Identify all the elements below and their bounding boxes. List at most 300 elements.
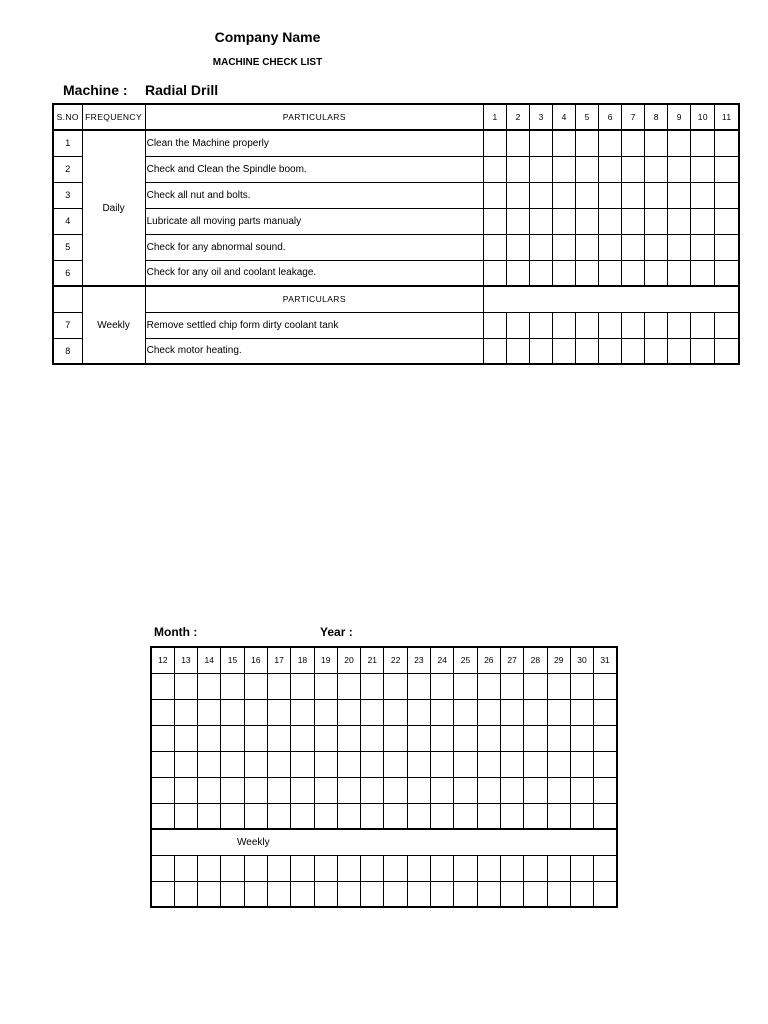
check-cell[interactable] — [221, 777, 244, 803]
check-cell[interactable] — [500, 725, 523, 751]
check-cell[interactable] — [484, 234, 507, 260]
check-cell[interactable] — [384, 725, 407, 751]
check-cell[interactable] — [507, 182, 530, 208]
check-cell[interactable] — [384, 673, 407, 699]
check-cell[interactable] — [291, 855, 314, 881]
check-cell[interactable] — [151, 725, 174, 751]
check-cell[interactable] — [553, 338, 576, 364]
check-cell[interactable] — [547, 673, 570, 699]
check-cell[interactable] — [407, 777, 430, 803]
day-header: 30 — [570, 647, 593, 673]
check-cell[interactable] — [477, 673, 500, 699]
day-header: 19 — [314, 647, 337, 673]
check-cell[interactable] — [622, 234, 645, 260]
check-cell[interactable] — [576, 234, 599, 260]
check-cell[interactable] — [691, 130, 715, 156]
check-cell[interactable] — [431, 855, 454, 881]
check-cell[interactable] — [500, 803, 523, 829]
check-cell[interactable] — [553, 208, 576, 234]
check-cell[interactable] — [547, 881, 570, 907]
day-header: 23 — [407, 647, 430, 673]
check-cell[interactable] — [361, 855, 384, 881]
table-row — [53, 338, 739, 364]
check-cell[interactable] — [174, 881, 197, 907]
check-cell[interactable] — [221, 699, 244, 725]
check-cell[interactable] — [477, 881, 500, 907]
check-cell[interactable] — [576, 156, 599, 182]
sno-cell: 6 — [53, 260, 82, 286]
check-cell[interactable] — [484, 338, 507, 364]
day-header: 22 — [384, 647, 407, 673]
day-header: 8 — [645, 104, 668, 130]
check-cell[interactable] — [407, 751, 430, 777]
check-cell[interactable] — [599, 338, 622, 364]
check-cell[interactable] — [174, 777, 197, 803]
check-cell[interactable] — [507, 156, 530, 182]
check-cell[interactable] — [174, 725, 197, 751]
check-cell[interactable] — [645, 312, 668, 338]
check-cell[interactable] — [500, 751, 523, 777]
check-cell[interactable] — [553, 182, 576, 208]
check-cell[interactable] — [314, 751, 337, 777]
check-cell[interactable] — [151, 699, 174, 725]
check-cell[interactable] — [244, 673, 267, 699]
check-cell[interactable] — [570, 803, 593, 829]
check-cell[interactable] — [576, 130, 599, 156]
check-cell[interactable] — [599, 234, 622, 260]
check-cell[interactable] — [337, 881, 360, 907]
check-cell[interactable] — [198, 881, 221, 907]
check-cell[interactable] — [314, 881, 337, 907]
check-cell[interactable] — [291, 751, 314, 777]
check-cell[interactable] — [524, 777, 547, 803]
check-cell[interactable] — [431, 777, 454, 803]
year-label: Year : — [320, 625, 353, 639]
check-cell[interactable] — [668, 338, 691, 364]
check-cell[interactable] — [576, 338, 599, 364]
check-cell[interactable] — [594, 751, 617, 777]
check-cell[interactable] — [384, 777, 407, 803]
check-cell[interactable] — [151, 777, 174, 803]
check-cell[interactable] — [500, 855, 523, 881]
check-cell[interactable] — [668, 156, 691, 182]
check-cell[interactable] — [645, 208, 668, 234]
check-cell[interactable] — [198, 699, 221, 725]
check-cell[interactable] — [553, 234, 576, 260]
check-cell[interactable] — [594, 803, 617, 829]
check-cell[interactable] — [622, 156, 645, 182]
check-cell[interactable] — [361, 725, 384, 751]
check-cell[interactable] — [524, 803, 547, 829]
check-cell[interactable] — [267, 855, 290, 881]
check-cell[interactable] — [151, 751, 174, 777]
check-cell[interactable] — [622, 208, 645, 234]
check-cell[interactable] — [507, 208, 530, 234]
check-cell[interactable] — [431, 699, 454, 725]
check-cell[interactable] — [500, 881, 523, 907]
check-cell[interactable] — [691, 182, 715, 208]
check-cell[interactable] — [454, 855, 477, 881]
check-cell[interactable] — [691, 312, 715, 338]
check-cell[interactable] — [570, 699, 593, 725]
day-header: 29 — [547, 647, 570, 673]
check-cell[interactable] — [384, 855, 407, 881]
check-cell[interactable] — [267, 777, 290, 803]
check-cell[interactable] — [547, 699, 570, 725]
check-cell[interactable] — [267, 751, 290, 777]
check-cell[interactable] — [715, 130, 739, 156]
check-cell[interactable] — [524, 725, 547, 751]
check-cell[interactable] — [431, 673, 454, 699]
check-cell[interactable] — [407, 725, 430, 751]
table-row — [53, 182, 739, 208]
weekly-particulars-header: PARTICULARS — [145, 286, 483, 312]
check-cell[interactable] — [198, 803, 221, 829]
check-cell[interactable] — [361, 751, 384, 777]
table-row — [151, 777, 617, 803]
day-header: 5 — [576, 104, 599, 130]
check-cell[interactable] — [576, 208, 599, 234]
check-cell[interactable] — [645, 260, 668, 286]
check-cell[interactable] — [291, 881, 314, 907]
check-cell[interactable] — [530, 156, 553, 182]
check-cell[interactable] — [477, 855, 500, 881]
check-cell[interactable] — [570, 673, 593, 699]
check-cell[interactable] — [221, 725, 244, 751]
check-cell[interactable] — [524, 673, 547, 699]
check-cell[interactable] — [715, 234, 739, 260]
table-row — [53, 130, 739, 156]
table-row — [53, 312, 739, 338]
check-cell[interactable] — [174, 803, 197, 829]
check-cell[interactable] — [198, 751, 221, 777]
check-cell[interactable] — [668, 182, 691, 208]
day-header: 25 — [454, 647, 477, 673]
check-cell[interactable] — [174, 673, 197, 699]
check-cell[interactable] — [599, 130, 622, 156]
check-cell[interactable] — [244, 803, 267, 829]
check-cell[interactable] — [500, 699, 523, 725]
check-cell[interactable] — [174, 855, 197, 881]
check-cell[interactable] — [151, 803, 174, 829]
check-cell[interactable] — [524, 881, 547, 907]
check-cell[interactable] — [267, 699, 290, 725]
check-cell[interactable] — [507, 130, 530, 156]
check-cell[interactable] — [507, 312, 530, 338]
particular-cell: Check motor heating. — [145, 338, 483, 364]
check-cell[interactable] — [622, 338, 645, 364]
check-cell[interactable] — [645, 156, 668, 182]
check-cell[interactable] — [244, 777, 267, 803]
check-cell[interactable] — [622, 260, 645, 286]
day-header: 9 — [668, 104, 691, 130]
check-cell[interactable] — [361, 699, 384, 725]
check-cell[interactable] — [221, 803, 244, 829]
check-cell[interactable] — [691, 234, 715, 260]
check-cell[interactable] — [507, 234, 530, 260]
check-cell[interactable] — [594, 881, 617, 907]
check-cell[interactable] — [668, 208, 691, 234]
check-cell[interactable] — [291, 725, 314, 751]
check-cell[interactable] — [570, 751, 593, 777]
check-cell[interactable] — [291, 777, 314, 803]
check-cell[interactable] — [622, 130, 645, 156]
check-cell[interactable] — [198, 673, 221, 699]
check-cell[interactable] — [291, 803, 314, 829]
check-cell[interactable] — [384, 881, 407, 907]
check-cell[interactable] — [151, 673, 174, 699]
check-cell[interactable] — [151, 881, 174, 907]
check-cell[interactable] — [530, 312, 553, 338]
particulars-header: PARTICULARS — [145, 104, 483, 130]
check-cell[interactable] — [715, 182, 739, 208]
check-cell[interactable] — [691, 208, 715, 234]
check-cell[interactable] — [407, 855, 430, 881]
sno-header: S.NO — [53, 104, 82, 130]
company-name: Company Name — [214, 29, 321, 45]
check-cell[interactable] — [530, 260, 553, 286]
particular-cell: Clean the Machine properly — [145, 130, 483, 156]
check-cell[interactable] — [599, 312, 622, 338]
check-cell[interactable] — [500, 673, 523, 699]
check-cell[interactable] — [244, 725, 267, 751]
check-cell[interactable] — [337, 803, 360, 829]
table-row — [151, 673, 617, 699]
check-cell[interactable] — [384, 751, 407, 777]
check-cell[interactable] — [221, 673, 244, 699]
check-cell[interactable] — [547, 725, 570, 751]
check-cell[interactable] — [314, 699, 337, 725]
check-cell[interactable] — [547, 803, 570, 829]
check-cell[interactable] — [221, 855, 244, 881]
check-cell[interactable] — [314, 803, 337, 829]
particular-cell: Remove settled chip form dirty coolant tank — [145, 312, 483, 338]
check-cell[interactable] — [431, 751, 454, 777]
check-cell[interactable] — [431, 881, 454, 907]
check-cell[interactable] — [668, 260, 691, 286]
sno-cell: 4 — [53, 208, 82, 234]
check-cell[interactable] — [715, 260, 739, 286]
check-cell[interactable] — [547, 855, 570, 881]
check-cell[interactable] — [530, 130, 553, 156]
check-cell[interactable] — [484, 130, 507, 156]
check-cell[interactable] — [267, 725, 290, 751]
check-cell[interactable] — [337, 725, 360, 751]
check-cell[interactable] — [530, 182, 553, 208]
check-cell[interactable] — [553, 130, 576, 156]
check-cell[interactable] — [570, 777, 593, 803]
check-cell[interactable] — [570, 881, 593, 907]
check-cell[interactable] — [221, 751, 244, 777]
check-cell[interactable] — [530, 338, 553, 364]
check-cell[interactable] — [477, 751, 500, 777]
check-cell[interactable] — [507, 260, 530, 286]
check-cell[interactable] — [594, 699, 617, 725]
check-cell[interactable] — [500, 777, 523, 803]
blank-cell — [53, 286, 82, 312]
check-cell[interactable] — [570, 725, 593, 751]
checklist-table — [52, 103, 740, 365]
check-cell[interactable] — [244, 881, 267, 907]
table-row — [151, 699, 617, 725]
sno-cell: 1 — [53, 130, 82, 156]
day-header: 3 — [530, 104, 553, 130]
table-row — [151, 881, 617, 907]
frequency-weekly: Weekly — [82, 286, 145, 364]
check-cell[interactable] — [691, 338, 715, 364]
particular-cell: Check and Clean the Spindle boom. — [145, 156, 483, 182]
check-cell[interactable] — [337, 751, 360, 777]
check-cell[interactable] — [484, 156, 507, 182]
check-cell[interactable] — [454, 673, 477, 699]
check-cell[interactable] — [484, 208, 507, 234]
check-cell[interactable] — [645, 338, 668, 364]
check-cell[interactable] — [622, 312, 645, 338]
check-cell[interactable] — [384, 803, 407, 829]
check-cell[interactable] — [198, 855, 221, 881]
check-cell[interactable] — [174, 751, 197, 777]
check-cell[interactable] — [599, 182, 622, 208]
day-header: 1 — [484, 104, 507, 130]
table-row — [151, 855, 617, 881]
check-cell[interactable] — [454, 699, 477, 725]
check-cell[interactable] — [484, 260, 507, 286]
check-cell[interactable] — [507, 338, 530, 364]
check-cell[interactable] — [151, 855, 174, 881]
check-cell[interactable] — [570, 855, 593, 881]
check-cell[interactable] — [244, 855, 267, 881]
check-cell[interactable] — [622, 182, 645, 208]
weekly-label: Weekly — [151, 829, 617, 855]
check-cell[interactable] — [291, 699, 314, 725]
check-cell[interactable] — [221, 881, 244, 907]
check-cell[interactable] — [668, 234, 691, 260]
day-header: 26 — [477, 647, 500, 673]
check-cell[interactable] — [524, 699, 547, 725]
check-cell[interactable] — [530, 208, 553, 234]
table-row — [151, 751, 617, 777]
check-cell[interactable] — [407, 699, 430, 725]
check-cell[interactable] — [668, 130, 691, 156]
check-cell[interactable] — [594, 777, 617, 803]
check-cell[interactable] — [477, 699, 500, 725]
day-header: 11 — [715, 104, 739, 130]
check-cell[interactable] — [198, 777, 221, 803]
days-header-row — [151, 647, 617, 673]
check-cell[interactable] — [553, 156, 576, 182]
frequency-daily: Daily — [82, 130, 145, 286]
check-cell[interactable] — [291, 673, 314, 699]
check-cell[interactable] — [407, 803, 430, 829]
document-title: MACHINE CHECK LIST — [212, 57, 323, 68]
check-cell[interactable] — [361, 881, 384, 907]
check-cell[interactable] — [477, 725, 500, 751]
check-cell[interactable] — [715, 312, 739, 338]
check-cell[interactable] — [431, 725, 454, 751]
check-cell[interactable] — [244, 751, 267, 777]
check-cell[interactable] — [645, 234, 668, 260]
check-cell[interactable] — [594, 855, 617, 881]
check-cell[interactable] — [645, 130, 668, 156]
check-cell[interactable] — [454, 777, 477, 803]
check-cell[interactable] — [547, 751, 570, 777]
check-cell[interactable] — [477, 777, 500, 803]
check-cell[interactable] — [314, 777, 337, 803]
table-row — [151, 803, 617, 829]
check-cell[interactable] — [198, 725, 221, 751]
particular-cell: Check all nut and bolts. — [145, 182, 483, 208]
check-cell[interactable] — [454, 803, 477, 829]
check-cell[interactable] — [599, 260, 622, 286]
check-cell[interactable] — [454, 725, 477, 751]
check-cell[interactable] — [645, 182, 668, 208]
check-cell[interactable] — [599, 156, 622, 182]
check-cell[interactable] — [599, 208, 622, 234]
check-cell[interactable] — [454, 751, 477, 777]
check-cell[interactable] — [267, 881, 290, 907]
check-cell[interactable] — [361, 777, 384, 803]
check-cell[interactable] — [553, 260, 576, 286]
check-cell[interactable] — [454, 881, 477, 907]
check-cell[interactable] — [547, 777, 570, 803]
check-cell[interactable] — [174, 699, 197, 725]
check-cell[interactable] — [337, 699, 360, 725]
check-cell[interactable] — [691, 156, 715, 182]
check-cell[interactable] — [524, 855, 547, 881]
check-cell[interactable] — [337, 777, 360, 803]
check-cell[interactable] — [477, 803, 500, 829]
check-cell[interactable] — [431, 803, 454, 829]
check-cell[interactable] — [314, 725, 337, 751]
check-cell[interactable] — [384, 699, 407, 725]
check-cell[interactable] — [530, 234, 553, 260]
check-cell[interactable] — [715, 156, 739, 182]
merged-blank-cell — [484, 286, 739, 312]
check-cell[interactable] — [576, 312, 599, 338]
check-cell[interactable] — [715, 208, 739, 234]
sno-cell: 5 — [53, 234, 82, 260]
day-header: 6 — [599, 104, 622, 130]
check-cell[interactable] — [484, 312, 507, 338]
check-cell[interactable] — [576, 260, 599, 286]
day-header: 18 — [291, 647, 314, 673]
weekly-header-row — [53, 286, 739, 312]
day-header: 24 — [431, 647, 454, 673]
check-cell[interactable] — [314, 855, 337, 881]
check-cell[interactable] — [594, 725, 617, 751]
check-cell[interactable] — [407, 673, 430, 699]
day-header: 17 — [267, 647, 290, 673]
check-cell[interactable] — [337, 855, 360, 881]
check-cell[interactable] — [715, 338, 739, 364]
check-cell[interactable] — [524, 751, 547, 777]
check-cell[interactable] — [361, 673, 384, 699]
day-header: 14 — [198, 647, 221, 673]
check-cell[interactable] — [267, 673, 290, 699]
check-cell[interactable] — [337, 673, 360, 699]
check-cell[interactable] — [668, 312, 691, 338]
check-cell[interactable] — [361, 803, 384, 829]
check-cell[interactable] — [407, 881, 430, 907]
check-cell[interactable] — [244, 699, 267, 725]
check-cell[interactable] — [484, 182, 507, 208]
check-cell[interactable] — [691, 260, 715, 286]
check-cell[interactable] — [267, 803, 290, 829]
check-cell[interactable] — [576, 182, 599, 208]
check-cell[interactable] — [314, 673, 337, 699]
check-cell[interactable] — [553, 312, 576, 338]
check-cell[interactable] — [594, 673, 617, 699]
